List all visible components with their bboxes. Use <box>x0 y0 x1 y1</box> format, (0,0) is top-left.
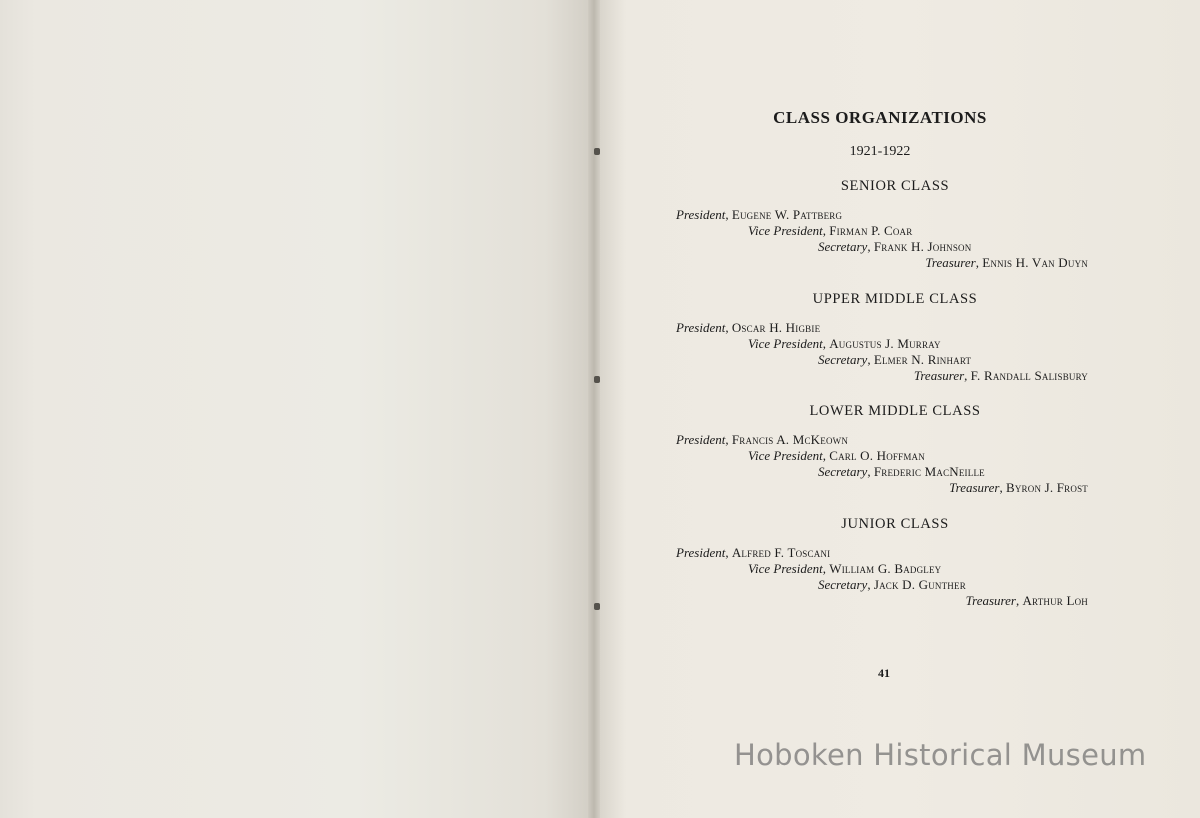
office-label: Vice President <box>748 448 823 463</box>
office-label: Treasurer <box>949 480 1000 495</box>
officer-name: Alfred F. Toscani <box>731 545 831 560</box>
officer-vice-president: Vice President, Firman P. Coar <box>748 223 913 238</box>
officer-name: Elmer N. Rinhart <box>873 352 972 367</box>
class-title: UPPER MIDDLE CLASS <box>812 291 978 307</box>
office-label: Secretary <box>818 577 868 592</box>
officer-secretary: Secretary, Elmer N. Rinhart <box>818 352 972 367</box>
officer-secretary: Secretary, Frederic MacNeille <box>818 464 985 479</box>
officer-treasurer: Treasurer, Arthur Loh <box>965 593 1088 608</box>
staple-bottom <box>594 603 600 610</box>
office-label: Vice President <box>748 336 823 351</box>
left-blank-page <box>0 0 592 818</box>
book-gutter <box>588 0 600 818</box>
office-label: Treasurer <box>913 368 965 383</box>
officer-name: Frank H. Johnson <box>873 239 972 254</box>
office-label: President <box>676 545 726 560</box>
school-year: 1921-1922 <box>849 144 911 159</box>
officer-president: President, Francis A. McKeown <box>676 432 849 447</box>
officer-name: Carl O. Hoffman <box>829 448 925 463</box>
officer-name: Frederic MacNeille <box>873 464 985 479</box>
officer-name: Francis A. McKeown <box>731 432 849 447</box>
officer-vice-president: Vice President, Carl O. Hoffman <box>748 448 925 463</box>
office-label: President <box>676 320 726 335</box>
officer-name: Byron J. Frost <box>1005 480 1088 495</box>
officer-name: Eugene W. Pattberg <box>731 207 843 222</box>
class-section-lower-middle <box>670 403 1100 496</box>
class-section-senior <box>670 178 1100 271</box>
class-section-upper-middle <box>670 291 1100 384</box>
office-label: Vice President <box>748 561 823 576</box>
officer-secretary: Secretary, Frank H. Johnson <box>818 239 972 254</box>
class-title: JUNIOR CLASS <box>841 516 949 532</box>
officer-president: President, Oscar H. Higbie <box>676 320 821 335</box>
watermark: Hoboken Historical Museum <box>734 738 1147 772</box>
officer-treasurer: Treasurer, Byron J. Frost <box>949 480 1088 495</box>
office-label: Treasurer <box>925 255 976 270</box>
office-label: President <box>676 432 726 447</box>
staple-middle <box>594 376 600 383</box>
class-title: SENIOR CLASS <box>840 178 950 194</box>
officer-treasurer: Treasurer, F. Randall Salisbury <box>913 368 1088 383</box>
officer-vice-president: Vice President, William G. Badgley <box>748 561 942 576</box>
office-label: Vice President <box>748 223 823 238</box>
class-title: LOWER MIDDLE CLASS <box>809 403 981 419</box>
page-number: 41 <box>878 666 890 680</box>
office-label: Treasurer <box>965 593 1016 608</box>
officer-name: William G. Badgley <box>829 561 942 576</box>
officer-name: Ennis H. Van Duyn <box>982 255 1088 270</box>
officer-president: President, Eugene W. Pattberg <box>676 207 843 222</box>
officer-president: President, Alfred F. Toscani <box>676 545 831 560</box>
officer-name: Jack D. Gunther <box>873 577 966 592</box>
office-label: President <box>676 207 726 222</box>
officer-name: Oscar H. Higbie <box>731 320 821 335</box>
officer-name: Arthur Loh <box>1022 593 1088 608</box>
office-label: Secretary <box>818 464 868 479</box>
class-section-junior <box>670 516 1100 609</box>
officer-secretary: Secretary, Jack D. Gunther <box>818 577 966 592</box>
officer-name: Firman P. Coar <box>829 223 913 238</box>
officer-vice-president: Vice President, Augustus J. Murray <box>748 336 941 351</box>
office-label: Secretary <box>818 352 868 367</box>
officer-treasurer: Treasurer, Ennis H. Van Duyn <box>925 255 1088 270</box>
office-label: Secretary <box>818 239 868 254</box>
page-heading: CLASS ORGANIZATIONS <box>773 108 987 127</box>
officer-name: F. Randall Salisbury <box>970 368 1088 383</box>
staple-top <box>594 148 600 155</box>
officer-name: Augustus J. Murray <box>829 336 941 351</box>
